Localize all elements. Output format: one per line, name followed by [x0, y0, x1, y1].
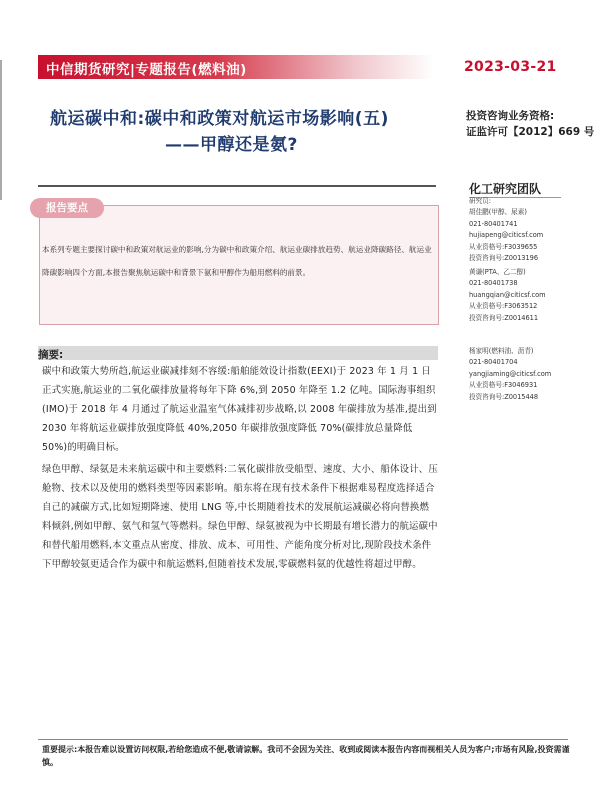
analyst-advisory: 投资咨询号:Z0015448: [469, 392, 539, 401]
analyst-email[interactable]: hujiapeng@citicsf.com: [469, 231, 544, 240]
footer-divider: [38, 739, 568, 740]
title-divider: [38, 185, 436, 187]
qualification-label: 投资咨询业务资格:: [466, 110, 555, 122]
qualification-value: 证监许可【2012】669 号: [466, 126, 595, 138]
page-edge-line: [0, 60, 2, 200]
abstract-label: 摘要:: [38, 349, 64, 361]
summary-tab: 报告要点: [30, 198, 104, 218]
report-subtitle: ——甲醇还是氨?: [165, 135, 298, 155]
abstract-header-bar: [38, 346, 438, 360]
analyst-email[interactable]: huangqian@citicsf.com: [469, 290, 546, 299]
analyst-advisory: 投资咨询号:Z0013196: [469, 254, 539, 263]
analyst-name: 杨家明(燃料油、沥青): [469, 347, 534, 355]
header-band-text: 中信期货研究|专题报告(燃料油): [46, 62, 247, 78]
analyst-phone: 021-80401704: [469, 358, 518, 367]
analyst-phone: 021-80401741: [469, 219, 518, 228]
analyst-name: 黄谦(PTA、乙二醇): [469, 268, 526, 276]
analyst-name: 胡佳鹏(甲醇、尿素): [469, 208, 527, 217]
analyst-card: [469, 196, 594, 264]
report-date: 2023-03-21: [464, 59, 557, 75]
analyst-card: [469, 346, 594, 403]
analyst-license: 从业资格号:F3046931: [469, 381, 538, 390]
footer-disclaimer: 重要提示:本报告难以设置访问权限,若给您造成不便,敬请谅解。我司不会因为关注、收到或阅读本报告内容而视相关人员为客户;市场有风险,投资需谨慎。: [42, 745, 570, 767]
abstract-paragraph: 绿色甲醇、绿氨是未来航运碳中和主要燃料:二氧化碳排放受船型、速度、大小、船体设计、压舱物、技术以及使用的燃料类型等因素影响。船东将在现有技术条件下根据难易程度选择适合自己的减碳方式,比如短期降速、使用 LNG 等,中长期随着技术的发展航运减碳必将向替换燃料倾斜,例如甲醇、氨气和氢气等燃料。绿色甲醇、绿氨被视为中长期最有增长潜力的航运碳中和替代船用燃料,本文重点从密度、排放、成本、可用性、产能角度分析对比,现阶段技术条件下甲醇较氨更适合作为碳中和航运燃料,但随着技术发展,零碳燃料氨的优越性将超过甲醇。: [42, 464, 438, 570]
analyst-advisory: 投资咨询号:Z0014611: [469, 313, 539, 322]
analyst-license: 从业资格号:F3063512: [469, 302, 538, 311]
analyst-email[interactable]: yangjiaming@citicsf.com: [469, 369, 552, 378]
analyst-phone: 021-80401738: [469, 279, 518, 288]
analyst-role: 研究员:: [469, 197, 492, 205]
report-title: 航运碳中和:碳中和政策对航运市场影响(五): [50, 109, 389, 129]
abstract-paragraph: 碳中和政策大势所趋,航运业碳减排刻不容缓:船舶能效设计指数(EEXI)于 2023 年 1 月 1 日正式实施,航运业的二氧化碳排放量将每年下降 6%,到 2050 年降至 1.2 亿吨。国际海事组织(IMO)于 2018 年 4 月通过了航运业温室气体减排初步战略,以 2008 年碳排放为基准,提出到 2030 年将航运业碳排放强度降低 40%,2050 年碳排放强度降低 70%(碳排放总量降低 50%)的明确目标。: [42, 366, 437, 453]
analyst-card: [469, 267, 594, 324]
analyst-license: 从业资格号:F3039655: [469, 242, 538, 251]
summary-text: 本系列专题主要探讨碳中和政策对航运业的影响,分为碳中和政策介绍、航运业碳排放趋势、航运业降碳路径、航运业降碳影响四个方面,本报告聚焦航运碳中和背景下氨和甲醇作为船用燃料的前景。: [42, 245, 432, 277]
team-title: 化工研究团队: [469, 182, 542, 196]
